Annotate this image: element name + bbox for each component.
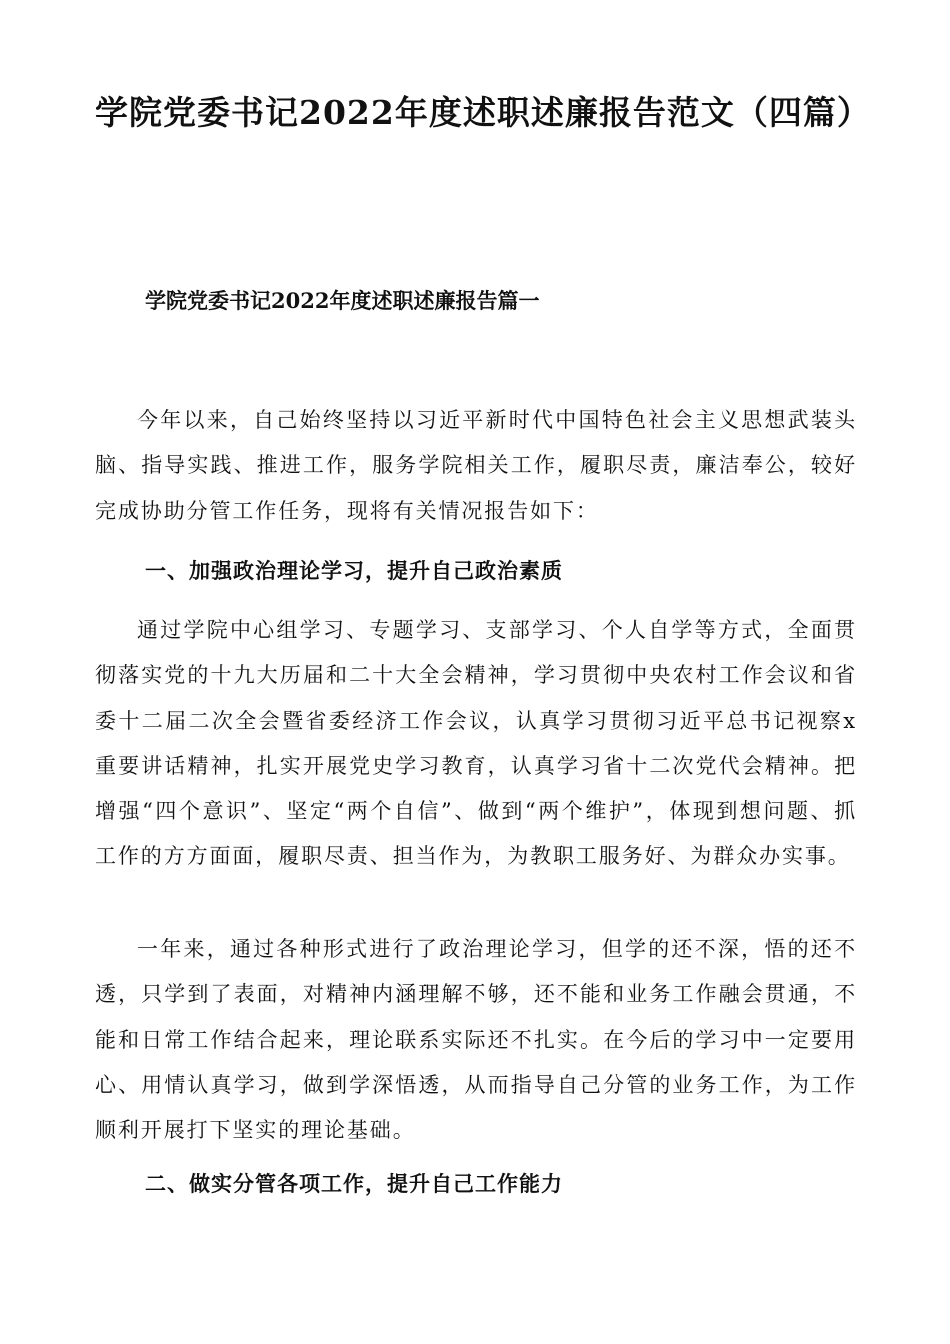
document-title: 学院党委书记2022年度述职述廉报告范文（四篇） bbox=[95, 93, 871, 132]
section-title: 学院党委书记2022年度述职述廉报告篇一 bbox=[145, 288, 540, 313]
heading-political-study: 一、加强政治理论学习，提升自己政治素质 bbox=[145, 558, 563, 583]
paragraph-political-study: 通过学院中心组学习、专题学习、支部学习、个人自学等方式，全面贯彻落实党的十九大历届和二十大全会精神，学习贯彻中央农村工作会议和省委十二届二次全会暨省委经济工作会议，认真学习贯彻习近平总书记视察x重要讲话精神，扎实开展党史学习教育，认真学习省十二次党代会精神。把增强“四个意识”、坚定“两个自信”、做到“两个维护”，体现到想问题、抓工作的方方面面，履职尽责、担当作为，为教职工服务好、为群众办实事。 bbox=[95, 618, 857, 869]
paragraph-reflection: 一年来，通过各种形式进行了政治理论学习，但学的还不深，悟的还不透，只学到了表面，对精神内涵理解不够，还不能和业务工作融会贯通，不能和日常工作结合起来，理论联系实际还不扎实。在今后的学习中一定要用心、用情认真学习，做到学深悟透，从而指导自己分管的业务工作，为工作顺利开展打下坚实的理论基础。 bbox=[95, 937, 857, 1143]
heading-work-ability: 二、做实分管各项工作，提升自己工作能力 bbox=[145, 1171, 563, 1196]
intro-paragraph: 今年以来，自己始终坚持以习近平新时代中国特色社会主义思想武装头脑、指导实践、推进工作，服务学院相关工作，履职尽责，廉洁奉公，较好完成协助分管工作任务，现将有关情况报告如下： bbox=[95, 408, 857, 523]
